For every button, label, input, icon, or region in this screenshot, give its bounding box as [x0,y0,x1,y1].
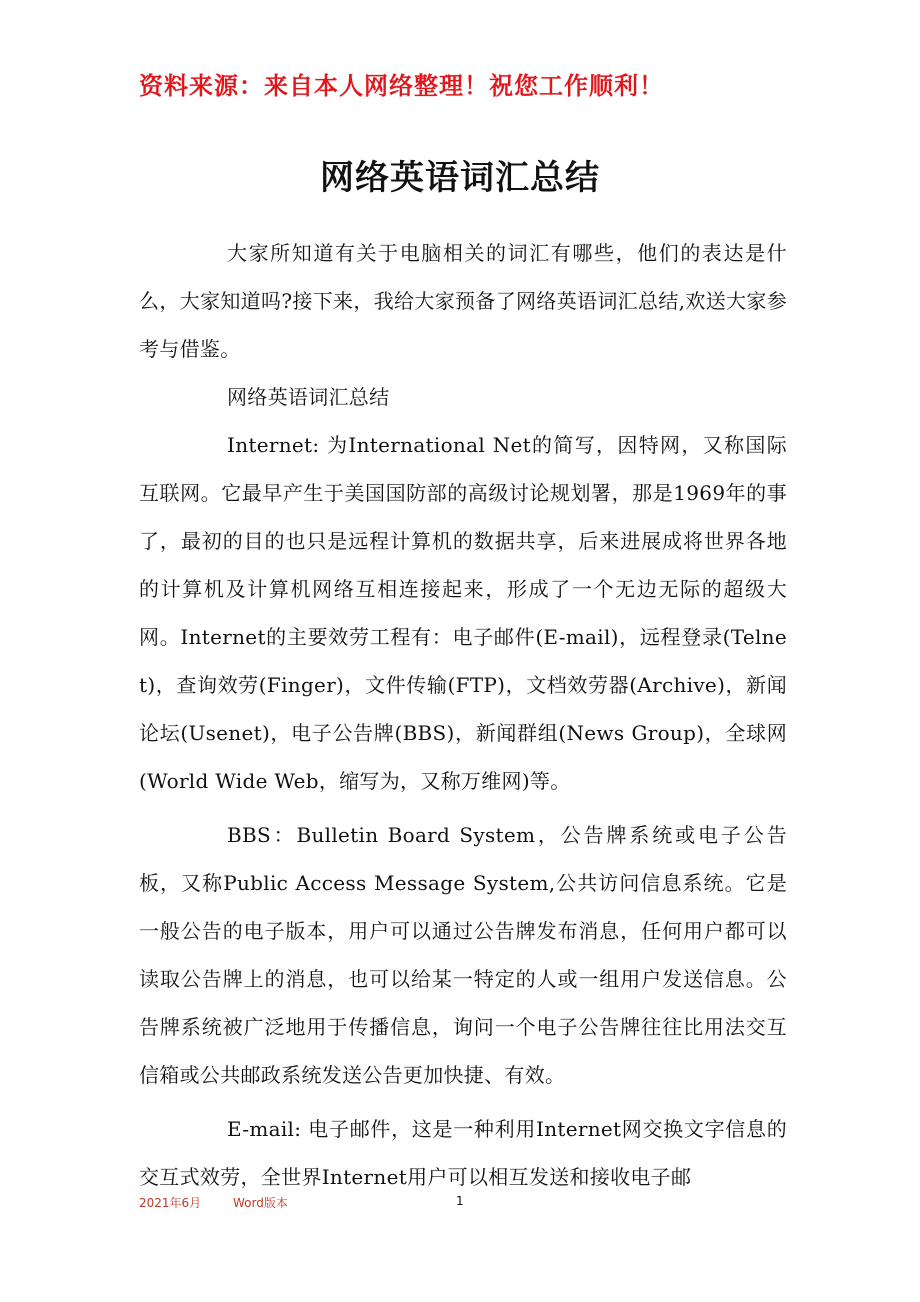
footer-date: 2021年6月 [139,1196,202,1210]
section-heading-paragraph: 网络英语词汇总结 [227,385,390,409]
internet-paragraph: Internet: 为International Net的简写，因特网，又称国际互联网。它最早产生于美国国防部的高级讨论规划署，那是1969年的事了，最初的目的也只是远程计算机的数据共享，后来进展成将世界各地的计算机及计算机网络互相连接起来，形成了一个无边无际的超级大网。Internet的主要效劳工程有：电子邮件(E-mail)，远程登录(Telnet)，查询效劳(Finger)，文件传输(FTP)，文档效劳器(Archive)，新闻论坛(Usenet)，电子公告牌(BBS)，新闻群组(News Group)，全球网(World Wide Web，缩写为，又称万维网)等。 [139,433,787,793]
email-paragraph: E-mail: 电子邮件，这是一种利用Internet网交换文字信息的交互式效劳，全世界Internet用户可以相互发送和接收电子邮 [139,1117,787,1189]
document-title: 网络英语词汇总结 [320,158,600,198]
page-footer [139,1194,819,1214]
page-number: 1 [456,1194,464,1208]
bbs-paragraph: BBS：Bulletin Board System，公告牌系统或电子公告板，又称Public Access Message System,公共访问信息系统。它是一般公告的电子版本，用户可以通过公告牌发布消息，任何用户都可以读取公告牌上的消息，也可以给某一特定的人或一组用户发送信息。公告牌系统被广泛地用于传播信息，询问一个电子公告牌往往比用法交互信箱或公共邮政系统发送公告更加快捷、有效。 [139,823,787,1087]
intro-paragraph: 大家所知道有关于电脑相关的词汇有哪些，他们的表达是什么，大家知道吗?接下来，我给大家预备了网络英语词汇总结,欢送大家参考与借鉴。 [139,241,787,361]
source-banner: 资料来源：来自本人网络整理！祝您工作顺利！ [139,72,664,100]
document-body [139,229,787,1201]
footer-version: Word版本 [233,1196,288,1210]
